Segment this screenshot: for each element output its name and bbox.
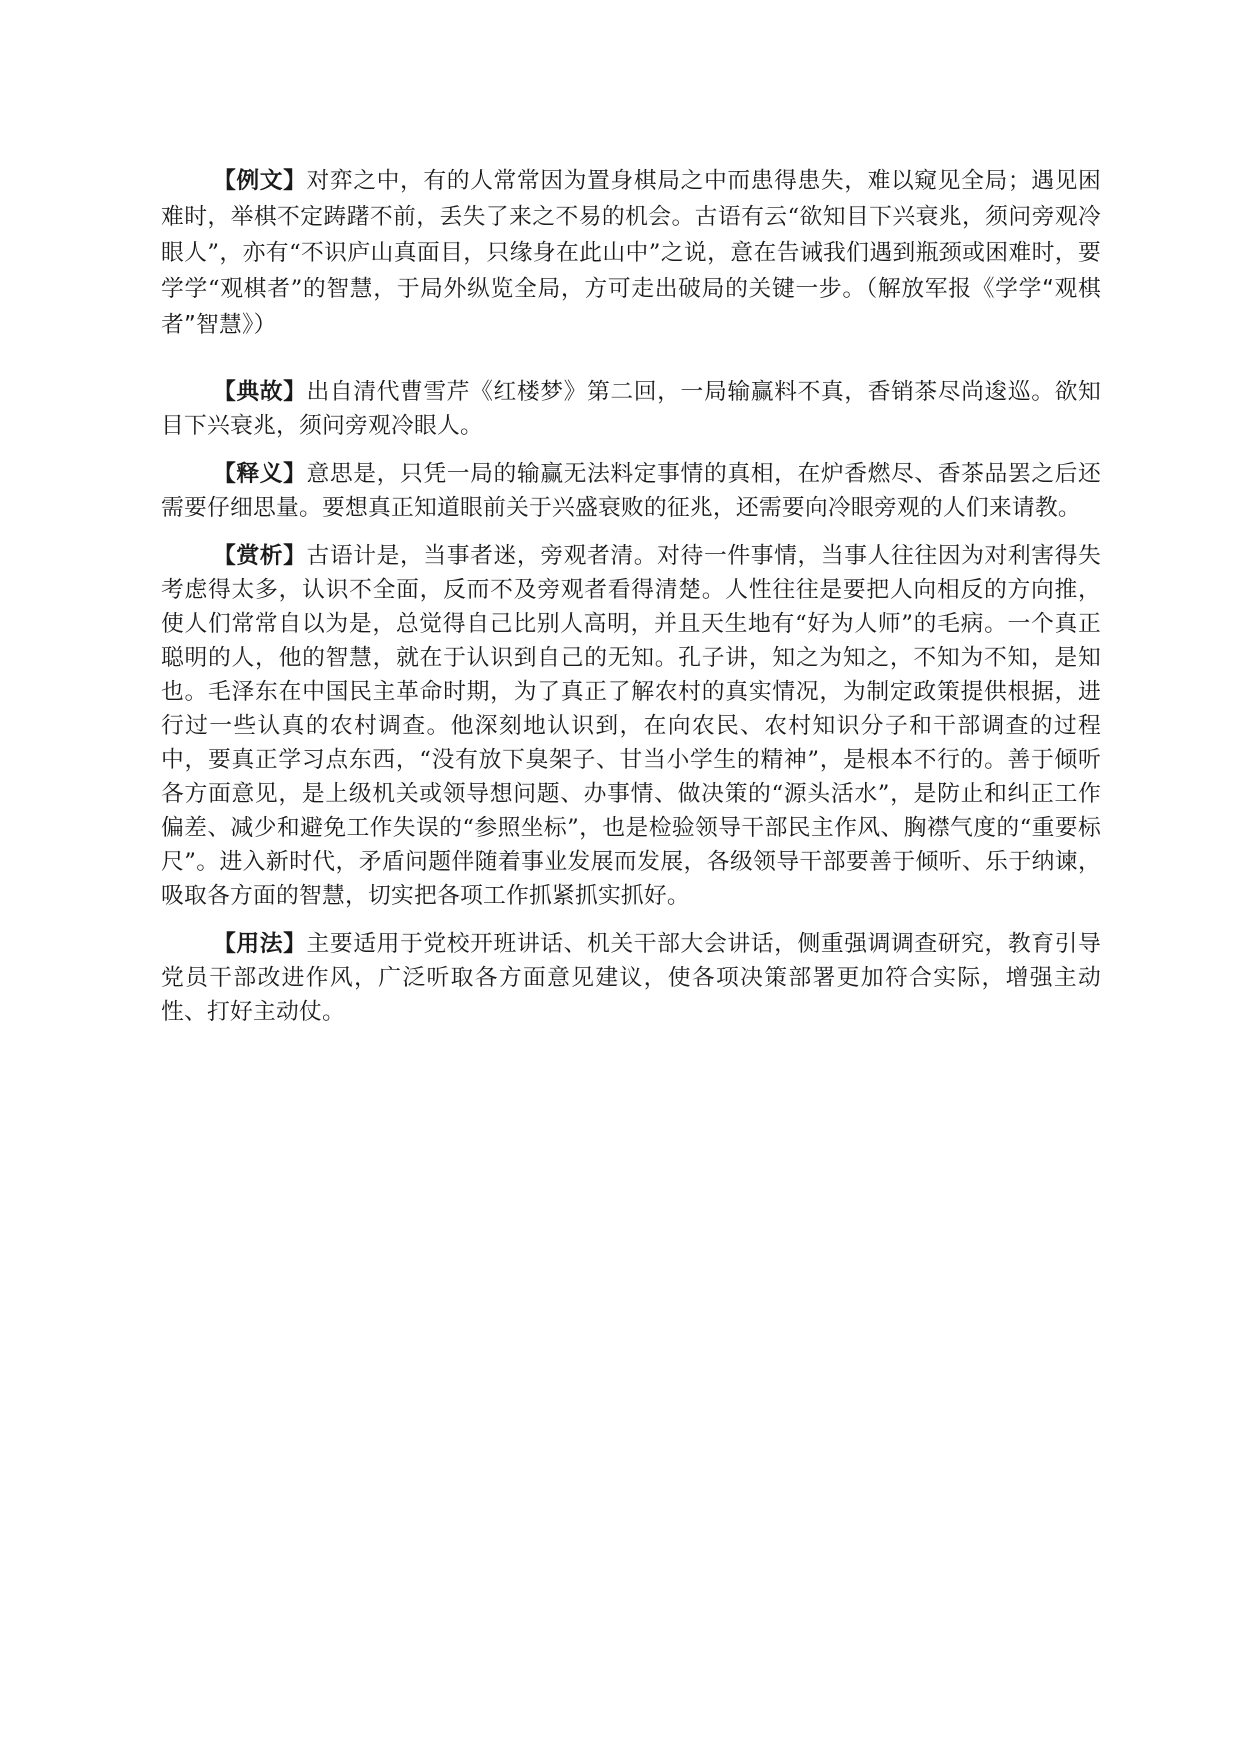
appreciation-paragraph — [161, 539, 1101, 913]
usage-tag: 【用法】 — [213, 931, 307, 957]
meaning-paragraph — [161, 457, 1101, 525]
example-text: 对弈之中，有的人常常因为置身棋局之中而患得患失，难以窥见全局；遇见困难时，举棋不定踌躇不前，丢失了来之不易的机会。古语有云“欲知目下兴衰兆，须问旁观冷眼人”，亦有“不识庐山真面目，只缘身在此山中”之说，意在告诫我们遇到瓶颈或困难时，要学学“观棋者”的智慧，于局外纵览全局，方可走出破局的关键一步。 — [161, 168, 1101, 302]
document-page — [161, 163, 1101, 1029]
usage-paragraph — [161, 927, 1101, 1029]
example-tag: 【例文】 — [213, 168, 307, 194]
meaning-tag: 【释义】 — [213, 461, 307, 487]
appreciation-tag: 【赏析】 — [213, 543, 307, 569]
example-source: （解放军报《学学“观棋者”智慧》） — [161, 276, 1101, 338]
allusion-tag: 【典故】 — [213, 379, 307, 405]
usage-text: 主要适用于党校开班讲话、机关干部大会讲话，侧重强调调查研究，教育引导党员干部改进作风，广泛听取各方面意见建议，使各项决策部署更加符合实际，增强主动性、打好主动仗。 — [161, 931, 1101, 1025]
allusion-paragraph — [161, 375, 1101, 443]
example-paragraph — [161, 163, 1101, 343]
allusion-text: 出自清代曹雪芹《红楼梦》第二回，一局输赢料不真，香销茶尽尚逡巡。欲知目下兴衰兆，须问旁观冷眼人。 — [161, 379, 1101, 439]
appreciation-text: 古语计是，当事者迷，旁观者清。对待一件事情，当事人往往因为对利害得失考虑得太多，认识不全面，反而不及旁观者看得清楚。人性往往是要把人向相反的方向推，使人们常常自以为是，总觉得自己比别人高明，并且天生地有“好为人师”的毛病。一个真正聪明的人，他的智慧，就在于认识到自己的无知。孔子讲，知之为知之，不知为不知，是知也。毛泽东在中国民主革命时期，为了真正了解农村的真实情况，为制定政策提供根据，进行过一些认真的农村调查。他深刻地认识到，在向农民、农村知识分子和干部调查的过程中，要真正学习点东西，“没有放下臭架子、甘当小学生的精神”，是根本不行的。善于倾听各方面意见，是上级机关或领导想问题、办事情、做决策的“源头活水”，是防止和纠正工作偏差、减少和避免工作失误的“参照坐标”，也是检验领导干部民主作风、胸襟气度的“重要标尺”。进入新时代，矛盾问题伴随着事业发展而发展，各级领导干部要善于倾听、乐于纳谏，吸取各方面的智慧，切实把各项工作抓紧抓实抓好。 — [161, 543, 1101, 909]
meaning-text: 意思是，只凭一局的输赢无法料定事情的真相，在炉香燃尽、香茶品罢之后还需要仔细思量。要想真正知道眼前关于兴盛衰败的征兆，还需要向冷眼旁观的人们来请教。 — [161, 461, 1101, 521]
